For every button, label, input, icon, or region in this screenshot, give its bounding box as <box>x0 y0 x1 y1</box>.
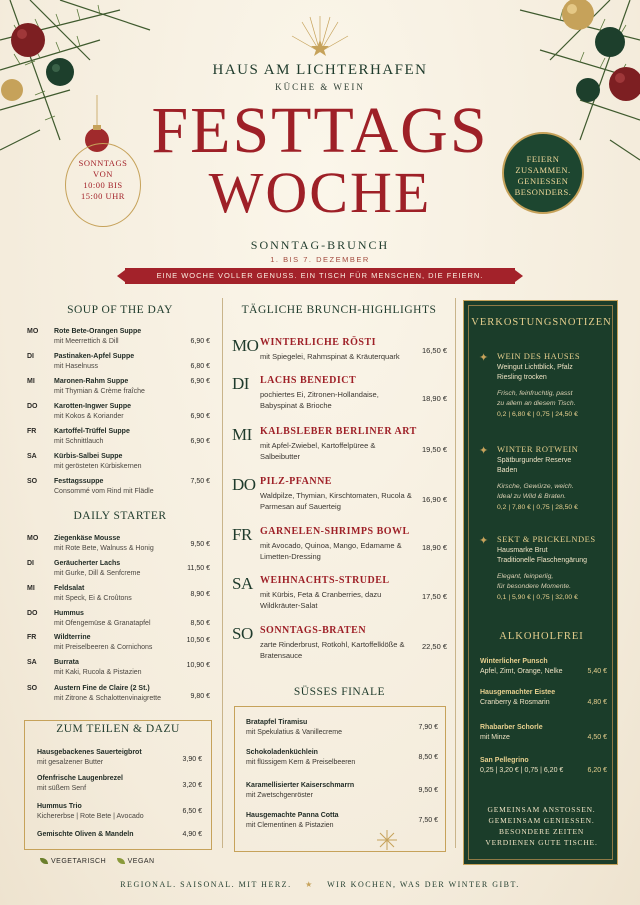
item-price: 9,50 € <box>190 541 210 548</box>
day-label: SO <box>27 478 38 485</box>
item-price: 10,50 € <box>186 637 210 644</box>
item-name: Kürbis-Salbei Suppe <box>54 453 123 460</box>
item-price: 11,50 € <box>187 565 210 572</box>
star-burst-icon <box>290 12 350 56</box>
item-name: Festtagssuppe <box>54 478 104 485</box>
item-desc: mit Kokos & Koriander <box>54 413 124 420</box>
panel-footer-line: GEMEINSAM ANSTOSSEN. <box>487 805 596 814</box>
day-label: SA <box>27 453 37 460</box>
item-name: Geräucherter Lachs <box>54 560 121 567</box>
drink-item <box>480 657 607 677</box>
item-name: LACHS BENEDICT <box>260 375 357 386</box>
wine-desc-line: Riesling trocken <box>497 374 547 381</box>
item-name: Kartoffel-Trüffel Suppe <box>54 428 130 435</box>
badge-line: BESONDERS. <box>514 187 572 197</box>
sweet-item <box>246 718 438 738</box>
day-label: DO <box>27 403 38 410</box>
tasting-title: VERKOSTUNGSNOTIZEN <box>471 317 612 328</box>
wine-note-line: für besondere Momente. <box>497 582 572 590</box>
hours-line: 15:00 UHR <box>81 191 125 201</box>
item-price: 17,50 € <box>421 592 447 601</box>
column-divider <box>455 298 456 848</box>
wine-desc-line: Baden <box>497 467 518 474</box>
title-line-2: WOCHE <box>208 160 432 225</box>
day-label: FR <box>232 525 252 544</box>
drink-item <box>480 688 607 708</box>
wine-desc-line: Hausmarke Brut <box>497 547 548 554</box>
star-icon: ★ <box>305 880 314 889</box>
drink-price: 4,50 € <box>587 734 607 741</box>
item-price: 6,50 € <box>182 808 202 815</box>
item-price: 6,90 € <box>190 413 210 420</box>
title-line-1: FESTTAGS <box>151 94 489 167</box>
item-desc: mit Kaki, Rucola & Pistazien <box>54 669 142 676</box>
celebration-badge <box>502 132 584 214</box>
wine-price: 0,1 | 5,90 € | 0,75 | 32,00 € <box>497 594 578 601</box>
item-price: 6,90 € <box>190 378 210 385</box>
item-name: Ofenfrische Laugenbrezel <box>37 775 123 782</box>
subtitle: SONNTAG-BRUNCH <box>250 238 390 252</box>
drink-desc: Cranberry & Rosmarin <box>480 699 550 706</box>
day-label: MO <box>27 328 39 335</box>
legend-vegetarian: VEGETARISCH <box>51 858 107 865</box>
item-name: Hausgebackenes Sauerteigbrot <box>37 749 142 756</box>
footer-left: REGIONAL. SAISONAL. MIT HERZ. <box>120 880 292 889</box>
date-range: 1. BIS 7. DEZEMBER <box>270 255 370 264</box>
item-desc: mit Zitrone & Schalottenvinaigrette <box>54 695 161 702</box>
ribbon-banner: EINE WOCHE VOLLER GENUSS. EIN TISCH FÜR MENSCHEN, DIE FEIERN. <box>125 268 515 284</box>
wine-note-line: zu allem an diesem Tisch. <box>497 399 576 407</box>
badge-line: GENIESSEN <box>517 176 569 186</box>
wine-note-line: Ideal zu Wild & Braten. <box>497 492 567 500</box>
item-desc: mit Rote Bete, Walnuss & Honig <box>54 545 154 552</box>
item-desc: zarte Rinderbrust, Rotkohl, Kartoffelklöße & Bratensauce <box>260 640 405 660</box>
day-label: MI <box>27 585 35 592</box>
item-name: Wildterrine <box>54 634 91 641</box>
item-name: Bratapfel Tiramisu <box>246 719 308 726</box>
item-name: Karamellisierter Kaiserschmarrn <box>246 782 355 789</box>
drink-desc: mit Minze <box>480 734 510 741</box>
item-desc: mit flüssigem Kern & Preiselbeeren <box>246 759 356 766</box>
panel-footer-line: GEMEINSAM GENIESSEN. <box>488 816 595 825</box>
legend-vegan: VEGAN <box>127 858 155 865</box>
item-desc: mit süßem Senf <box>37 785 87 792</box>
item-price: 22,50 € <box>421 642 447 651</box>
restaurant-tagline: KÜCHE & WEIN <box>275 82 365 92</box>
wine-desc-line: Traditionelle Flaschengärung <box>497 557 588 564</box>
share-section-title <box>24 723 212 735</box>
day-label: DO <box>27 610 38 617</box>
item-desc: mit Gurke, Dill & Senfcreme <box>54 570 141 577</box>
item-desc: mit Meerrettich & Dill <box>54 338 119 345</box>
item-desc: mit Preiselbeeren & Cornichons <box>54 644 153 651</box>
item-name: WINTERLICHE RÖSTI <box>260 337 377 348</box>
item-name: Hummus <box>54 610 84 617</box>
wine-desc-line: Weingut Lichtblick, Pfalz <box>497 364 573 371</box>
alcoholfree-title: ALKOHOLFREI <box>499 631 584 642</box>
item-price: 8,50 € <box>418 754 438 761</box>
hours-line: VON <box>93 169 113 179</box>
badge-line: ZUSAMMEN. <box>515 165 571 175</box>
day-label: MO <box>232 336 259 355</box>
item-name: Hausgemachte Panna Cotta <box>246 812 339 819</box>
item-price: 16,50 € <box>421 346 447 355</box>
wine-note-line: Elegant, feinperlig, <box>497 573 554 580</box>
item-desc: pochiertes Ei, Zitronen-Hollandaise, Babyspinat & Brioche <box>260 390 379 410</box>
drink-desc: Apfel, Zimt, Orange, Nelke <box>480 668 563 675</box>
diet-legend <box>36 858 155 865</box>
item-desc: mit Thymian & Crème fraîche <box>54 388 145 395</box>
vegetarian-leaf-icon <box>40 858 48 864</box>
item-price: 6,90 € <box>190 338 210 345</box>
item-desc: mit Schnittlauch <box>54 438 104 445</box>
drink-item <box>480 723 607 743</box>
wine-name: WEIN DES HAUSES <box>497 351 581 361</box>
item-desc: mit gerösteten Kürbiskernen <box>54 463 142 470</box>
day-label: DI <box>232 374 249 393</box>
item-price: 8,90 € <box>190 591 210 598</box>
item-name: Rote Bete-Orangen Suppe <box>54 328 142 335</box>
wine-desc <box>497 363 573 383</box>
item-desc: mit gesalzener Butter <box>37 759 104 766</box>
item-name: Gemischte Oliven & Mandeln <box>37 831 134 838</box>
snowflake-icon <box>376 829 398 851</box>
wine-price: 0,2 | 6,80 € | 0,75 | 24,50 € <box>497 411 578 418</box>
drink-desc: 0,25 | 3,20 € | 0,75 | 6,20 € <box>480 767 564 774</box>
drink-item <box>480 756 607 776</box>
wine-note <box>497 482 574 501</box>
item-desc: mit Spekulatius & Vanillecreme <box>246 729 342 736</box>
item-name: Schokoladenküchlein <box>246 749 318 756</box>
hours-line: 10:00 BIS <box>83 180 123 190</box>
day-label: DI <box>27 353 34 360</box>
item-name: PILZ-PFANNE <box>260 476 332 487</box>
item-price: 8,50 € <box>190 620 210 627</box>
drink-name: Rhabarber Schorle <box>480 724 543 731</box>
section-title-text: ZUM TEILEN & DAZU <box>56 723 180 735</box>
item-name: Burrata <box>54 659 79 666</box>
item-price: 3,20 € <box>182 782 202 789</box>
restaurant-name: HAUS AM LICHTERHAFEN <box>212 62 428 78</box>
wine-name: SEKT & PRICKELNDES <box>497 534 596 544</box>
item-desc: mit Speck, Ei & Croûtons <box>54 595 132 602</box>
item-desc: mit Haselnuss <box>54 363 98 370</box>
day-label: DI <box>27 560 34 567</box>
wine-glass-icon: ✦ <box>479 352 489 364</box>
wine-note-line: Kirsche, Gewürze, weich. <box>497 483 574 490</box>
item-name: GARNELEN-SHRIMPS BOWL <box>260 526 410 537</box>
section-title-text: SÜSSES FINALE <box>293 686 386 698</box>
item-price: 16,90 € <box>421 495 447 504</box>
item-price: 3,90 € <box>182 756 202 763</box>
item-name: KALBSLEBER BERLINER ART <box>260 426 417 437</box>
hours-line: SONNTAGS <box>78 158 128 168</box>
sparkling-wine-icon: ✦ <box>479 535 489 547</box>
item-desc: mit Kürbis, Feta & Cranberries, dazu Wildkräuter-Salat <box>260 590 382 610</box>
item-desc: mit Spiegelei, Rahmspinat & Kräuterquark <box>260 352 400 361</box>
item-desc: mit Ofengemüse & Granatapfel <box>54 620 151 627</box>
day-label: SA <box>232 574 253 593</box>
item-name: Karotten-Ingwer Suppe <box>54 403 132 410</box>
day-label: SA <box>27 659 37 666</box>
day-label: SO <box>232 624 253 643</box>
item-price: 7,50 € <box>190 478 210 485</box>
item-name: Maronen-Rahm Suppe <box>54 378 129 385</box>
day-label: SO <box>27 685 38 692</box>
item-price: 9,50 € <box>418 787 438 794</box>
panel-footer-line: BESONDERE ZEITEN <box>498 827 585 836</box>
item-desc: mit Avocado, Quinoa, Mango, Edamame & Limetten-Dressing <box>260 541 402 561</box>
wine-note <box>497 572 571 591</box>
drink-price: 5,40 € <box>587 668 607 675</box>
day-label: MI <box>232 425 252 444</box>
section-title-text: DAILY STARTER <box>73 510 167 522</box>
drink-name: Winterlicher Punsch <box>480 658 548 665</box>
item-name: WEIHNACHTS-STRUDEL <box>260 575 390 586</box>
day-label: FR <box>27 634 37 641</box>
item-price: 6,90 € <box>190 438 210 445</box>
drink-price: 6,20 € <box>587 767 607 774</box>
soup-section-title <box>25 304 215 316</box>
drink-price: 4,80 € <box>587 699 607 706</box>
item-price: 7,50 € <box>418 817 438 824</box>
footer-slogan <box>0 880 640 889</box>
section-title-text: TÄGLICHE BRUNCH-HIGHLIGHTS <box>241 304 437 316</box>
wine-desc-line: Spätburgunder Reserve <box>497 457 572 464</box>
item-desc: Kichererbse | Rote Bete | Avocado <box>37 813 144 820</box>
drink-name: Hausgemachter Eistee <box>480 689 556 696</box>
footer-right: WIR KOCHEN, WAS DER WINTER GIBT. <box>327 880 520 889</box>
item-name: Pastinaken-Apfel Suppe <box>54 353 135 360</box>
wine-name: WINTER ROTWEIN <box>497 444 579 454</box>
item-name: Austern Fine de Claire (2 St.) <box>54 685 150 692</box>
wine-price: 0,2 | 7,80 € | 0,75 | 28,50 € <box>497 504 578 511</box>
item-desc: mit Apfel-Zwiebel, Kartoffelpüree & Salbeibutter <box>260 441 376 461</box>
column-divider <box>222 298 223 848</box>
item-price: 9,80 € <box>190 693 210 700</box>
wine-desc <box>497 546 587 566</box>
item-desc: mit Zwetschgenröster <box>246 792 313 799</box>
item-price: 19,50 € <box>421 445 447 454</box>
item-desc: Consommé vom Rind mit Flädle <box>54 488 154 495</box>
wine-glass-icon: ✦ <box>479 445 489 457</box>
opening-hours-ornament <box>65 143 141 227</box>
starter-section-title <box>25 510 215 522</box>
vegan-leaf-icon <box>117 858 125 864</box>
badge-line: FEIERN <box>526 154 560 164</box>
section-title-text: SOUP OF THE DAY <box>67 304 173 316</box>
item-price: 18,90 € <box>421 543 447 552</box>
tasting-panel <box>463 300 618 865</box>
item-price: 7,90 € <box>418 724 438 731</box>
day-label: DO <box>232 475 256 494</box>
item-desc: Waldpilze, Thymian, Kirschtomaten, Rucola & Parmesan auf Sauerteig <box>260 491 412 511</box>
day-label: FR <box>27 428 37 435</box>
item-price: 4,90 € <box>182 831 202 838</box>
brunch-section-title <box>230 304 448 316</box>
wine-desc <box>497 456 571 476</box>
panel-footer-text <box>464 804 619 848</box>
item-desc: mit Clementinen & Pistazien <box>246 822 334 829</box>
day-label: MO <box>27 535 39 542</box>
sweet-item <box>246 811 438 831</box>
day-label: MI <box>27 378 35 385</box>
item-price: 18,90 € <box>421 394 447 403</box>
item-price: 10,90 € <box>186 662 210 669</box>
sweet-item <box>246 748 438 768</box>
drink-name: San Pellegrino <box>480 757 529 764</box>
item-name: Hummus Trio <box>37 803 82 810</box>
panel-footer-line: VERDIENEN GUTE TISCHE. <box>485 838 598 847</box>
sweets-section-title <box>232 686 447 698</box>
wine-note-line: Frisch, feinfruchtig, passt <box>497 390 573 397</box>
sweet-item <box>246 781 438 801</box>
item-name: Feldsalat <box>54 585 85 592</box>
item-name: Ziegenkäse Mousse <box>54 535 121 542</box>
brunch-item <box>232 336 447 380</box>
item-price: 6,80 € <box>190 363 210 370</box>
item-name: SONNTAGS-BRATEN <box>260 625 367 636</box>
wine-note <box>497 389 576 408</box>
